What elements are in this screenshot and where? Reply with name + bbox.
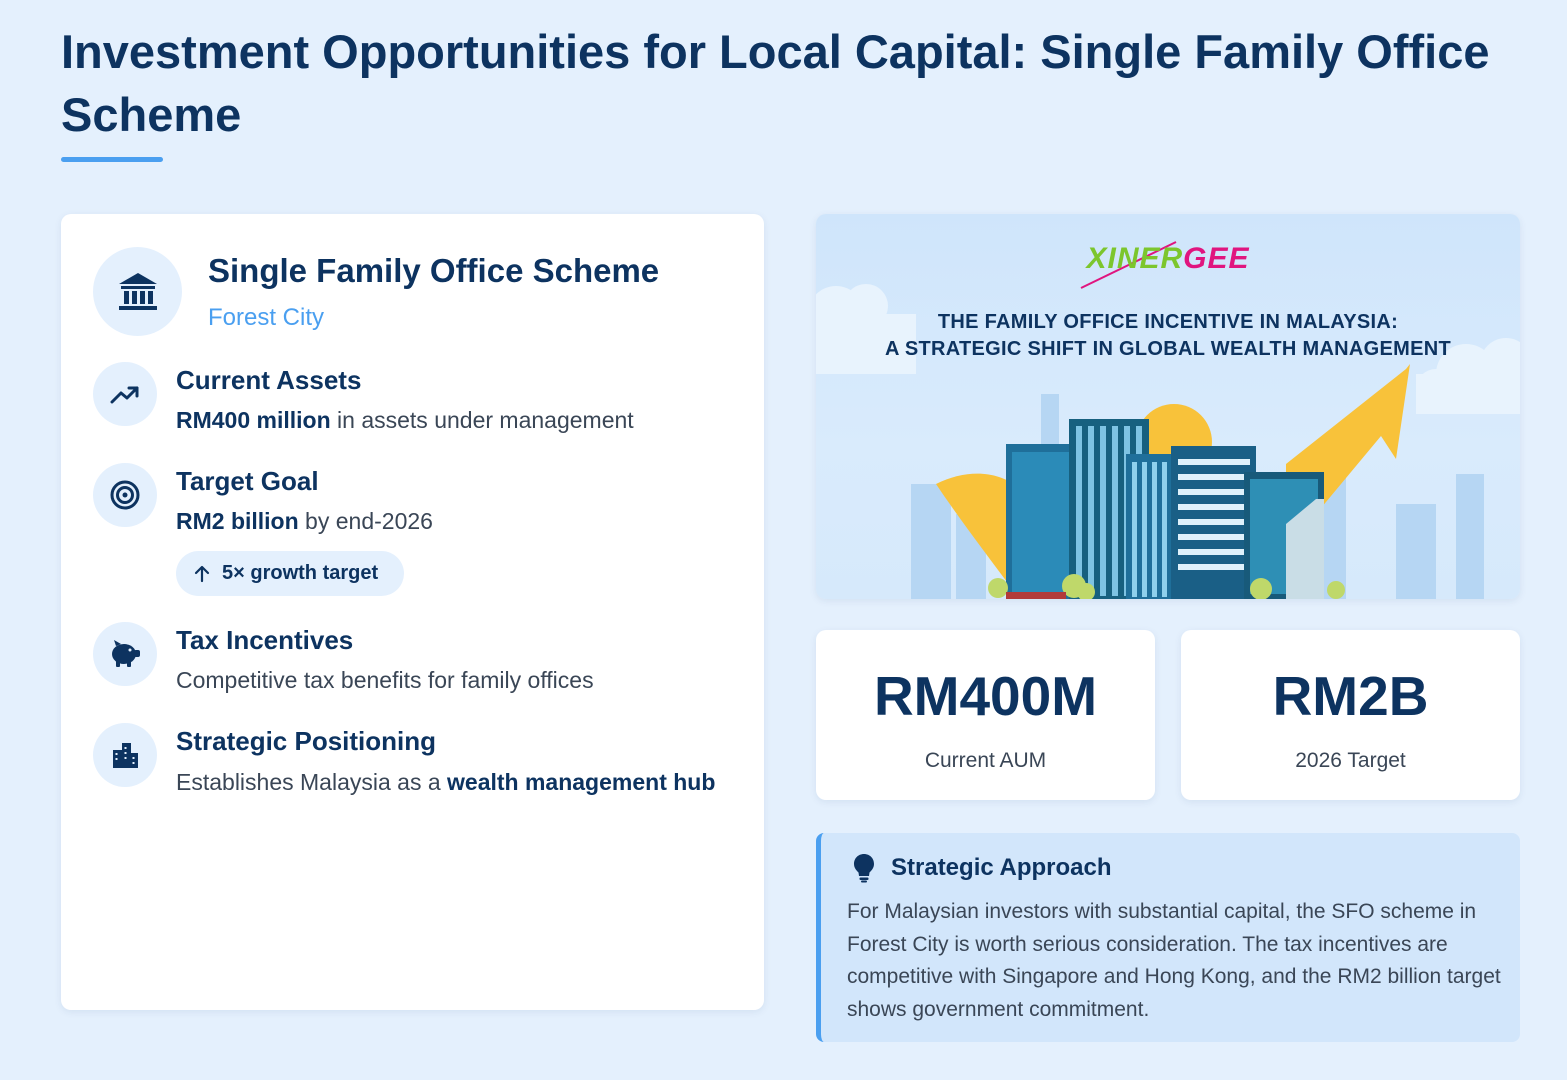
feature-icon-circle [93, 723, 157, 787]
feature-title-current-assets: Current Assets [176, 365, 362, 395]
stat-label: 2026 Target [1295, 749, 1406, 772]
stat-value: RM400M [873, 665, 1098, 727]
feature-text-rest: by end-2026 [298, 508, 433, 534]
scheme-location: Forest City [208, 304, 325, 331]
title-underline [61, 157, 163, 162]
feature-text-target-goal [176, 508, 433, 535]
scheme-icon-circle [93, 247, 182, 336]
arrow-up-icon [194, 565, 210, 583]
feature-highlight: wealth management hub [447, 769, 716, 795]
feature-highlight: RM400 million [176, 407, 331, 433]
scheme-card [61, 214, 764, 1010]
feature-text-current-assets [176, 407, 634, 434]
stat-card-current-aum [816, 630, 1155, 800]
approach-title: Strategic Approach [891, 854, 1112, 881]
stat-value: RM2B [1272, 665, 1429, 727]
feature-text-tax-incentives: Competitive tax benefits for family offices [176, 667, 594, 693]
buildings-icon [110, 740, 140, 770]
feature-icon-circle [93, 362, 157, 426]
lightbulb-icon [853, 853, 875, 883]
feature-icon-circle [93, 463, 157, 527]
target-icon [109, 479, 141, 511]
growth-badge-label: 5× growth target [222, 562, 379, 584]
feature-highlight: RM2 billion [176, 508, 299, 534]
bank-icon [117, 271, 159, 313]
banner-headline-line1: THE FAMILY OFFICE INCENTIVE IN MALAYSIA: [937, 311, 1399, 333]
xinergee-logo: XINERGEE [1086, 242, 1250, 275]
feature-icon-circle [93, 622, 157, 686]
banner-image [816, 214, 1520, 599]
feature-text-start: Establishes Malaysia as a [176, 769, 448, 795]
piggy-bank-icon [108, 639, 142, 669]
feature-title-strategic-positioning: Strategic Positioning [176, 726, 437, 756]
scheme-title: Single Family Office Scheme [208, 252, 660, 289]
feature-title-target-goal: Target Goal [176, 466, 319, 496]
approach-text: For Malaysian investors with substantial capital, the SFO scheme in Forest City is worth serious consideration. The tax incentives are competitive with Singapore and Hong Kong, and the RM2 billion target shows government commitment. [847, 900, 1501, 1021]
strategic-approach-callout [816, 833, 1520, 1042]
stat-card-2026-target [1181, 630, 1520, 800]
growth-badge [176, 551, 404, 596]
trending-up-icon [109, 378, 141, 410]
stat-label: Current AUM [924, 749, 1047, 772]
feature-text-strategic-positioning [176, 769, 715, 796]
feature-title-tax-incentives: Tax Incentives [176, 625, 354, 655]
banner-headline-line2: A STRATEGIC SHIFT IN GLOBAL WEALTH MANAGEMENT [884, 338, 1452, 360]
feature-text-rest: in assets under management [330, 407, 634, 433]
page-title: Investment Opportunities for Local Capital: Single Family Office Scheme [61, 25, 1490, 141]
